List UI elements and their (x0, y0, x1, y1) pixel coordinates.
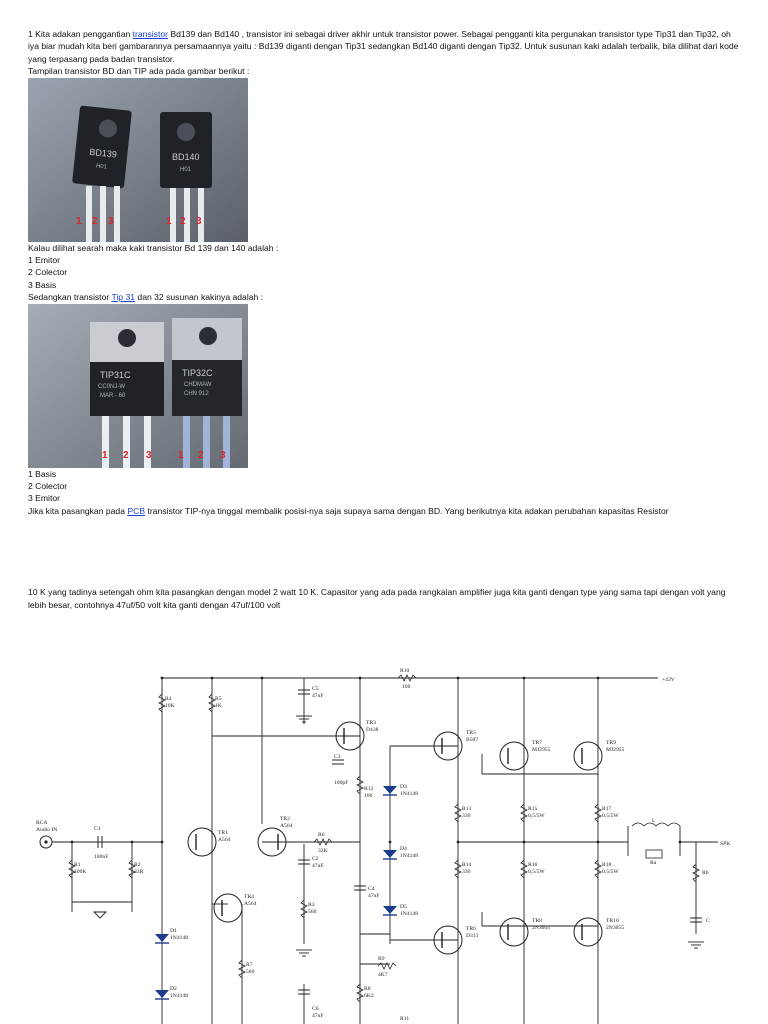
schematic-label: R4 (165, 696, 172, 702)
schematic-label: C2 (312, 856, 319, 862)
tip-pin-item: 3 Emitor (28, 493, 60, 504)
schematic-label: A564 (280, 823, 293, 829)
schematic-label: +43V (662, 677, 675, 683)
schematic-label: A564 (218, 837, 231, 843)
schematic-label: R5 (215, 696, 222, 702)
schematic-grounds (296, 716, 704, 956)
tip-pin-item: 2 Colector (28, 481, 68, 492)
tip32-subcode2: CHN 912 (184, 390, 209, 397)
schematic-label: 47uF (312, 863, 324, 869)
schematic-label: 560 (246, 969, 255, 975)
schematic-diodes (155, 786, 397, 998)
schematic-label: TR2 (280, 816, 290, 822)
schematic-label: R13 (462, 806, 472, 812)
bd140-subcode: H01 (180, 166, 192, 173)
tip-pin-label: 1 (178, 449, 184, 461)
schematic-label: 100pF (334, 780, 349, 786)
schematic-label: TR7 (532, 740, 542, 746)
resistor-paragraph: 10 K yang tadinya setengah ohm kita pasangkan dengan model 2 watt 10 K. Capasitor yang ada pada rangkaian amplifier juga kita ganti dengan type yang sama tapi dengan volt yang lebih besar, contohnya 47uf/50 volt kita ganti dengan 47uf/100 volt (28, 587, 726, 610)
tip32-subcode: CHDMAW (184, 381, 212, 388)
bd-pin-heading: Kalau dilihat searah maka kaki transistor Bd 139 dan 140 adalah : (28, 242, 279, 253)
bd-pin-item: 1 Emitor (28, 255, 60, 266)
schematic-label: 33K (318, 848, 328, 854)
pcb-paragraph (28, 505, 744, 517)
schematic-label: TR3 (366, 720, 376, 726)
schematic-label: R9 (378, 956, 385, 962)
schematic-label: TR5 (466, 730, 476, 736)
schematic-label: 1K (215, 703, 222, 709)
schematic-label: 0,5/5W (528, 869, 545, 875)
schematic-label: C6 (312, 1006, 319, 1012)
schematic-label: L (652, 818, 656, 824)
bd-pin-item: 3 Basis (28, 279, 57, 290)
schematic-label: D2 (170, 986, 177, 992)
schematic-label: 100K (74, 869, 87, 875)
schematic-label: 1N4148 (400, 911, 419, 917)
tip-pin-label: 1 (102, 449, 108, 461)
photo-caption-line: Tampilan transistor BD dan TIP ada pada gambar berikut : (28, 66, 250, 77)
schematic-label: R14 (462, 862, 472, 868)
schematic-label: 2N3055 (606, 925, 625, 931)
bd-pin-item: 2 Colector (28, 267, 68, 278)
schematic-label: R15 (528, 806, 538, 812)
schematic-label: C1 (94, 826, 101, 832)
schematic-label: 1N4148 (170, 993, 189, 999)
schematic-label: C5 (312, 686, 319, 692)
schematic-label: 1N4148 (170, 935, 189, 941)
tip31-link[interactable]: Tip 31 (111, 292, 136, 303)
schematic-label: 100 (364, 793, 373, 799)
schematic-label: 47uF (368, 893, 380, 899)
schematic-label: D5 (400, 904, 407, 910)
schematic-label: R10 (400, 668, 410, 674)
schematic-label: D438 (366, 727, 379, 733)
tip-pin-label: 2 (198, 449, 204, 461)
schematic-label: SPK (720, 841, 731, 847)
schematic-label: B507 (466, 737, 479, 743)
bd-pin-label: 2 (92, 215, 98, 227)
schematic-label: TR4 (244, 894, 254, 900)
schematic-label: C (706, 918, 710, 924)
tip-transistor-photo (28, 304, 248, 468)
bd-photo-graphic (28, 78, 248, 242)
schematic-label: 10K (165, 703, 175, 709)
schematic-label: TR10 (606, 918, 619, 924)
bd-pin-label: 3 (196, 215, 202, 227)
schematic-label: R8 (364, 986, 371, 992)
schematic-diode-bars (155, 795, 397, 999)
schematic-label: 0,5/5W (602, 869, 619, 875)
bd-pin-label: 1 (76, 215, 82, 227)
tip31-subcode: CC0NJ-W (98, 383, 125, 390)
schematic-label: R2 (134, 862, 141, 868)
schematic-label: 2N3055 (532, 925, 551, 931)
schematic-label: R1 (74, 862, 81, 868)
bd139-subcode: H01 (95, 163, 108, 171)
schematic-label: Ra (650, 860, 657, 866)
tip-pin-label: 3 (146, 449, 152, 461)
schematic-label: C4 (368, 886, 375, 892)
schematic-label: 6K2 (364, 993, 374, 999)
transistor-link[interactable]: transistor (132, 29, 168, 39)
pcb-text-end: transistor TIP-nya tinggal membalik posisi-nya saja supaya sama dengan BD. Yang berikutnya kita adakan perubahan kapasitas Resistor (145, 505, 669, 516)
schematic-label: 100nF (94, 854, 109, 860)
pcb-link[interactable]: PCB (127, 505, 146, 516)
bd-pin-label: 1 (166, 215, 172, 227)
bd139-code: BD139 (88, 146, 118, 160)
schematic-label: Audio IN (36, 827, 58, 833)
tip31-subcode2: MAR - 60 (100, 392, 126, 399)
tip-photo-graphic (28, 304, 248, 468)
schematic-label: 4K7 (378, 972, 388, 978)
amplifier-schematic (28, 664, 744, 1024)
schematic-label: 100 (402, 684, 411, 690)
intro-text-start: 1 Kita adakan penggantian (28, 29, 133, 39)
schematic-label: A564 (244, 901, 257, 907)
bd-pin-label: 2 (180, 215, 186, 227)
schematic-label: 330 (462, 813, 471, 819)
schematic-label: 0,5/5W (602, 813, 619, 819)
schematic-label: R16 (528, 862, 538, 868)
schematic-label: RCA (36, 820, 48, 826)
bd140-code: BD140 (172, 151, 200, 162)
schematic-resistors (69, 675, 699, 1002)
schematic-label: 47uF (312, 1013, 324, 1019)
tip32-code: TIP32C (182, 367, 213, 378)
schematic-label: D4 (400, 846, 407, 852)
schematic-label: D313 (466, 933, 479, 939)
schematic-label: 1N4148 (400, 853, 419, 859)
schematic-label: MJ2955 (606, 747, 625, 753)
schematic-label: 560 (308, 909, 317, 915)
schematic-label: D3 (400, 784, 407, 790)
schematic-label: 330 (462, 869, 471, 875)
schematic-label: Rb (702, 870, 709, 876)
schematic-label: R7 (246, 962, 253, 968)
schematic-label: TR8 (532, 918, 542, 924)
schematic-label: C3 (334, 754, 341, 760)
intro-paragraph (28, 28, 744, 65)
intro-text-end: Bd139 dan Bd140 , transistor ini sebagai driver akhir untuk transistor power. Sebagai pengganti kita pergunakan transistor type Tip31 dan Tip32, oh iya biar mudah kita beri gambarannya persamaannya yaitu : Bd139 diganti dengan Tip31 sedangkan Bd140 diganti dengan Tip32. Untuk susunan kaki adalah terbalik, bila dilihat dari kode yang terpasang pada badan transistor. (28, 29, 739, 64)
schematic-label: D1 (170, 928, 177, 934)
schematic-label: TR6 (466, 926, 476, 932)
bd-pin-label: 3 (108, 215, 114, 227)
tip-pin-label: 3 (220, 449, 226, 461)
schematic-label: R6 (318, 832, 325, 838)
schematic-label: R17 (602, 806, 612, 812)
tip-intro-line (28, 291, 744, 303)
schematic-label: R3 (308, 902, 315, 908)
schematic-label: R18 (602, 862, 612, 868)
tip-intro-end: dan 32 susunan kakinya adalah : (135, 292, 264, 303)
schematic-label: 33R (134, 869, 144, 875)
tip-intro-start: Sedangkan transistor (28, 292, 112, 303)
schematic-label: 0,5/5W (528, 813, 545, 819)
pcb-text-start: Jika kita pasangkan pada (28, 505, 128, 516)
schematic-label: 47uF (312, 693, 324, 699)
bd-transistor-photo (28, 78, 248, 242)
schematic-label: TR9 (606, 740, 616, 746)
schematic-label: R12 (364, 786, 374, 792)
schematic-label: TR1 (218, 830, 228, 836)
tip-pin-item: 1 Basis (28, 468, 57, 479)
document-page (28, 28, 744, 611)
tip-pin-label: 2 (123, 449, 129, 461)
schematic-label: R11 (400, 1016, 410, 1022)
schematic-label: 1N4148 (400, 791, 419, 797)
schematic-label: MJ2955 (532, 747, 551, 753)
tip31-code: TIP31C (100, 369, 131, 380)
